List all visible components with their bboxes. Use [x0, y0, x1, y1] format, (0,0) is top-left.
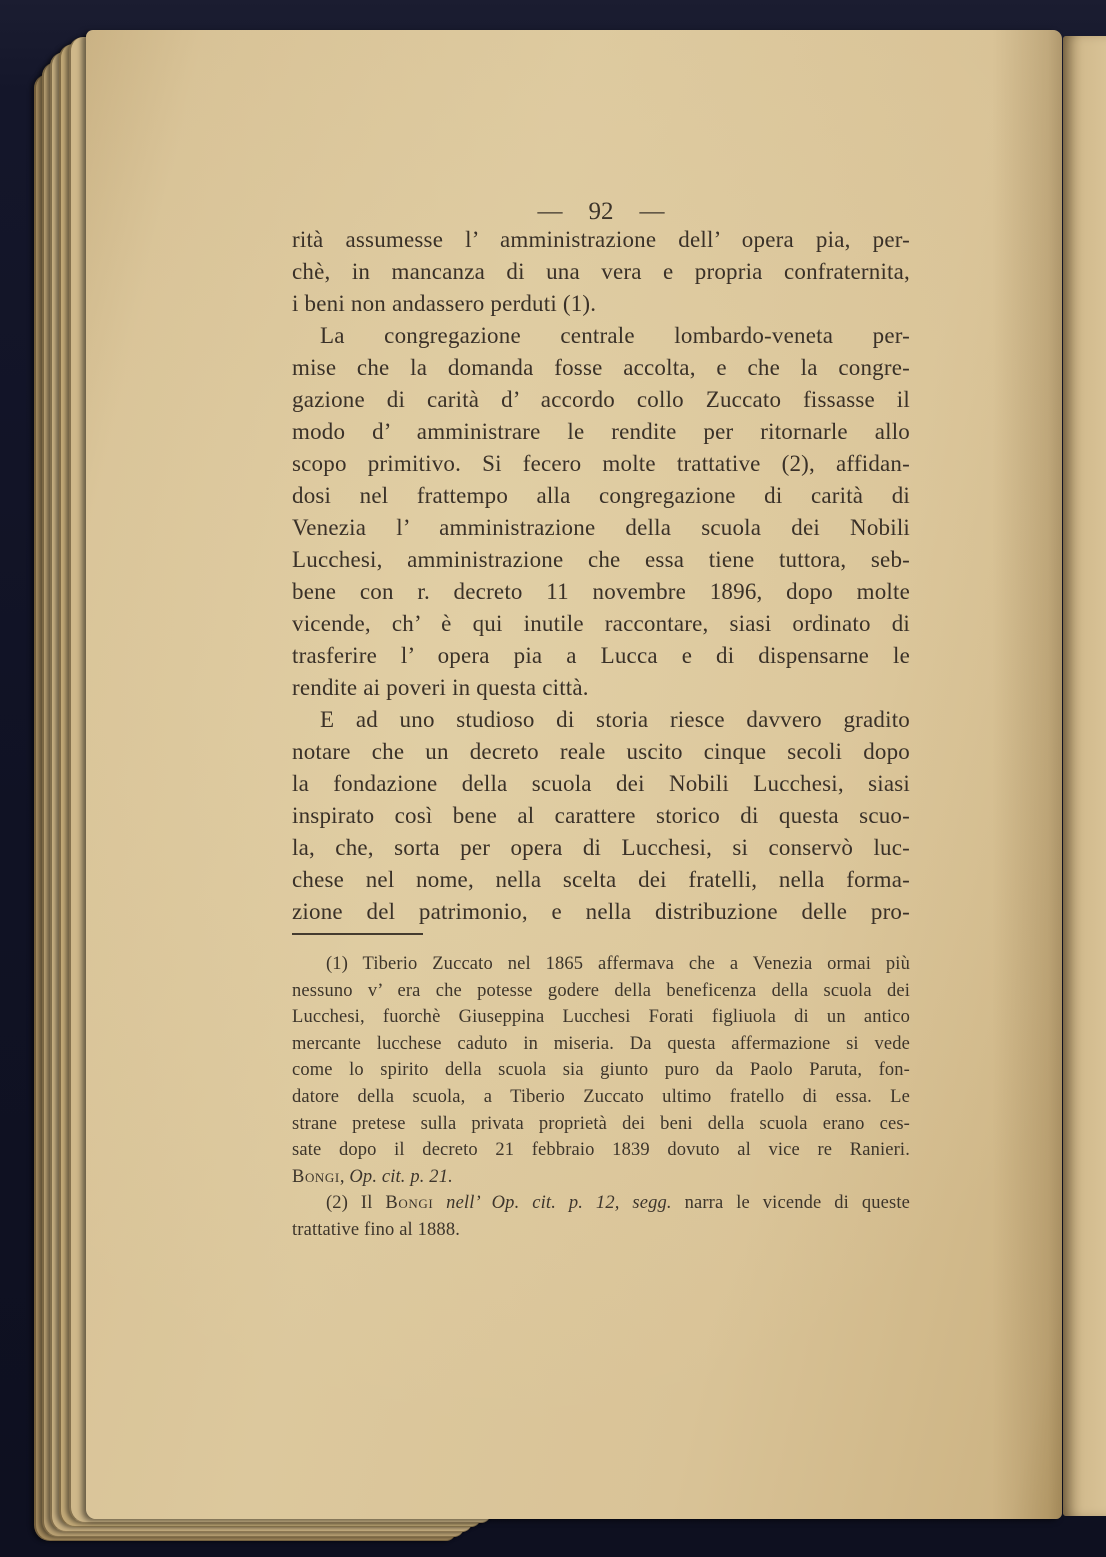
- footnote-line: [292, 1111, 910, 1138]
- text-segment: dosi nel frattempo alla congregazione di carità di: [292, 483, 910, 508]
- text-segment: [433, 1193, 446, 1213]
- text-segment: chè, in mancanza di una vera e propria confraternita,: [292, 259, 910, 284]
- text-segment: rità assumesse l’ amministrazione dell’ opera pia, per-: [292, 227, 910, 252]
- body-text-line: [292, 736, 910, 768]
- text-segment: (1) Tiberio Zuccato nel 1865 affermava che a Venezia ormai più: [326, 954, 910, 974]
- text-segment: Lucchesi, amministrazione che essa tiene tuttora, seb-: [292, 547, 910, 572]
- body-text-line: [292, 512, 910, 544]
- text-segment: Venezia l’ amministrazione della scuola dei Nobili: [292, 515, 910, 540]
- text-segment: chese nel nome, nella scelta dei fratelli, nella forma-: [292, 867, 910, 892]
- text-segment: datore della scuola, a Tiberio Zuccato ultimo fratello di essa. Le: [292, 1086, 910, 1107]
- body-text-line: [292, 672, 910, 704]
- text-segment: mise che la domanda fosse accolta, e che la congre-: [292, 355, 910, 380]
- text-segment: rendite ai poveri in questa città.: [292, 675, 589, 700]
- footnote-line: [292, 1004, 910, 1031]
- footnote-separator: [292, 933, 423, 935]
- book-page: [86, 30, 1062, 1519]
- body-text-line: [292, 320, 910, 352]
- body-text-line: [292, 224, 910, 256]
- footnote-line: [292, 951, 910, 978]
- text-segment: sate dopo il decreto 21 febbraio 1839 dovuto al vice re Ranieri.: [292, 1140, 910, 1161]
- text-segment: Op. cit. p. 21.: [349, 1166, 453, 1187]
- main-text-block: [292, 224, 910, 928]
- page-number-dash-right: —: [639, 198, 665, 225]
- footnote-line: [292, 1031, 910, 1058]
- footnote-line: [292, 1137, 910, 1164]
- text-segment: la, che, sorta per opera di Lucchesi, si conservò luc-: [292, 835, 910, 860]
- page-number: 92: [588, 198, 614, 225]
- text-segment: strane pretese sulla privata proprietà dei beni della scuola erano ces-: [292, 1113, 910, 1134]
- body-text-line: [292, 416, 910, 448]
- footnote-line: [292, 1164, 910, 1191]
- footnote-line: [292, 978, 910, 1005]
- page-number-dash-left: —: [537, 198, 563, 225]
- text-segment: narra le vicende di queste: [671, 1193, 911, 1214]
- text-segment: (2) Il: [326, 1193, 386, 1214]
- text-segment: nell’ Op. cit. p. 12, segg.: [446, 1193, 672, 1214]
- text-segment: come lo spirito della scuola sia giunto puro da Paolo Paruta, fon-: [292, 1060, 910, 1081]
- body-text-line: [292, 256, 910, 288]
- text-segment: i beni non andassero perduti (1).: [292, 291, 597, 316]
- text-segment: gazione di carità d’ accordo collo Zuccato fissasse il: [292, 387, 910, 412]
- footnote-line: [292, 1217, 910, 1244]
- footnotes-block: [292, 951, 910, 1244]
- body-text-line: [292, 480, 910, 512]
- text-segment: trattative fino al 1888.: [292, 1219, 460, 1240]
- body-text-line: [292, 832, 910, 864]
- text-segment: vicende, ch’ è qui inutile raccontare, siasi ordinato di: [292, 611, 910, 636]
- text-segment: inspirato così bene al carattere storico di questa scuo-: [292, 803, 910, 828]
- body-text-line: [292, 800, 910, 832]
- text-segment: notare che un decreto reale uscito cinque secoli dopo: [292, 739, 910, 764]
- text-segment: E ad uno studioso di storia riesce davvero gradito: [320, 707, 910, 732]
- body-text-line: [292, 576, 910, 608]
- text-segment: ,: [339, 1166, 350, 1187]
- text-segment: Lucchesi, fuorchè Giuseppina Lucchesi Forati figliuola di un antico: [292, 1007, 910, 1028]
- text-segment: mercante lucchese caduto in miseria. Da questa affermazione si vede: [292, 1033, 910, 1054]
- body-text-line: [292, 864, 910, 896]
- body-text-line: [292, 640, 910, 672]
- text-segment: nessuno v’ era che potesse godere della beneficenza della scuola dei: [292, 980, 910, 1001]
- footnote-line: [292, 1057, 910, 1084]
- body-text-line: [292, 384, 910, 416]
- body-text-line: [292, 704, 910, 736]
- footnote-line: [292, 1190, 910, 1217]
- body-text-line: [292, 288, 910, 320]
- text-segment: la fondazione della scuola dei Nobili Lucchesi, siasi: [292, 771, 910, 796]
- text-segment: La congregazione centrale lombardo-veneta per-: [320, 323, 910, 348]
- adjacent-page-edge: [1063, 36, 1106, 1516]
- body-text-line: [292, 448, 910, 480]
- text-segment: Bongi: [385, 1193, 434, 1214]
- footnote-line: [292, 1084, 910, 1111]
- text-segment: scopo primitivo. Si fecero molte trattative (2), affidan-: [292, 451, 910, 476]
- body-text-line: [292, 608, 910, 640]
- text-segment: bene con r. decreto 11 novembre 1896, dopo molte: [292, 579, 910, 604]
- body-text-line: [292, 896, 910, 928]
- body-text-line: [292, 544, 910, 576]
- text-segment: modo d’ amministrare le rendite per ritornarle allo: [292, 419, 910, 444]
- body-text-line: [292, 352, 910, 384]
- text-segment: trasferire l’ opera pia a Lucca e di dispensarne le: [292, 643, 910, 668]
- text-segment: Bongi: [292, 1166, 340, 1187]
- text-segment: zione del patrimonio, e nella distribuzione delle pro-: [292, 899, 910, 924]
- body-text-line: [292, 768, 910, 800]
